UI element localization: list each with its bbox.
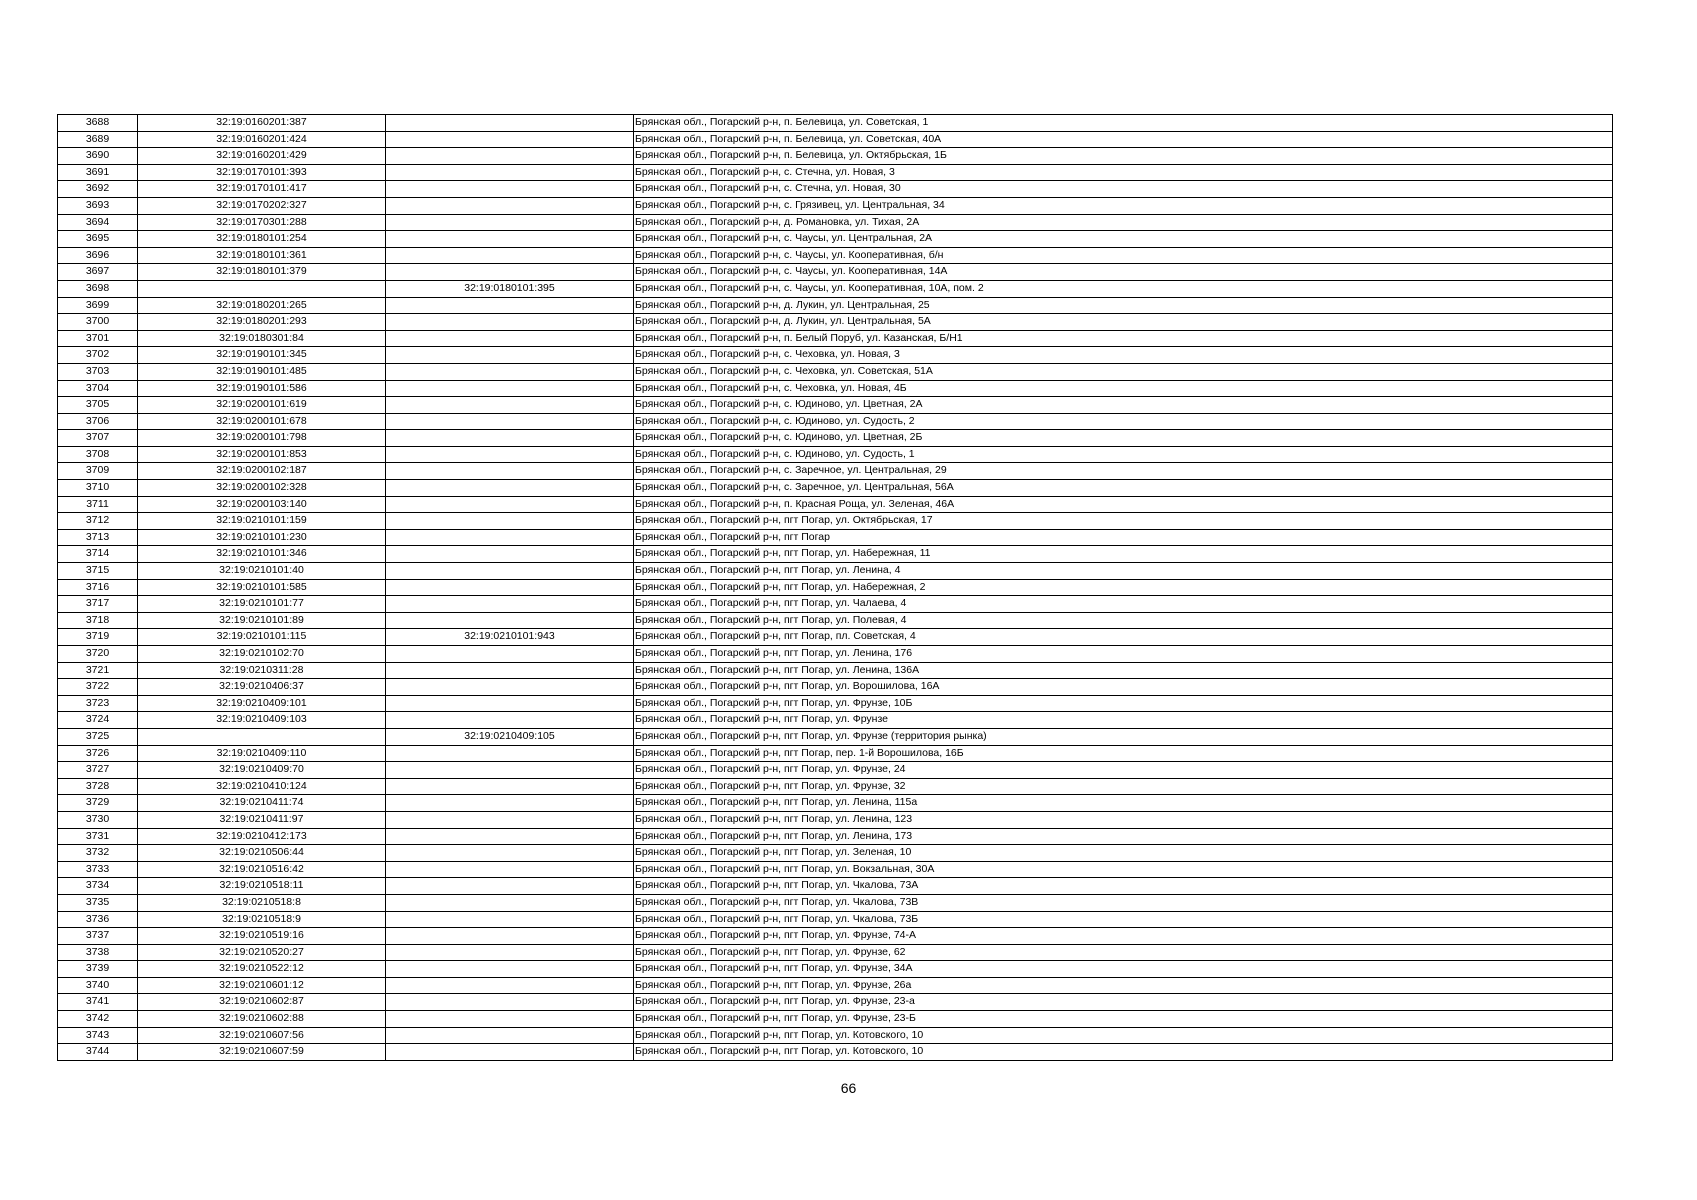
table-row: [58, 795, 1613, 812]
registry-table-body: [58, 115, 1613, 1061]
table-row: [58, 878, 1613, 895]
cadastral-number-cell: 32:19:0210519:16: [138, 928, 386, 945]
row-number-cell: 3742: [58, 1011, 138, 1028]
cadastral-number-cell: 32:19:0210522:12: [138, 961, 386, 978]
table-row: [58, 845, 1613, 862]
cadastral-number-cell: 32:19:0210101:89: [138, 612, 386, 629]
address-cell: Брянская обл., Погарский р-н, пгт Погар, ул. Чкалова, 73Б: [634, 911, 1613, 928]
table-row: [58, 529, 1613, 546]
table-row: [58, 231, 1613, 248]
address-cell: Брянская обл., Погарский р-н, пгт Погар, ул. Ворошилова, 16А: [634, 679, 1613, 696]
row-number-cell: 3721: [58, 662, 138, 679]
cadastral-number-cell: 32:19:0210518:9: [138, 911, 386, 928]
cadastral-number-cell: 32:19:0210409:110: [138, 745, 386, 762]
table-row: [58, 314, 1613, 331]
cadastral-number-cell: 32:19:0210607:56: [138, 1027, 386, 1044]
cadastral-number-cell: 32:19:0210101:77: [138, 596, 386, 613]
address-cell: Брянская обл., Погарский р-н, пгт Погар, ул. Чалаева, 4: [634, 596, 1613, 613]
cadastral-number-cell: 32:19:0210410:124: [138, 778, 386, 795]
related-cadastral-number-cell: [386, 247, 634, 264]
related-cadastral-number-cell: [386, 430, 634, 447]
address-cell: Брянская обл., Погарский р-н, с. Чаусы, ул. Кооперативная, 14А: [634, 264, 1613, 281]
address-cell: Брянская обл., Погарский р-н, п. Красная Роща, ул. Зеленая, 46А: [634, 496, 1613, 513]
cadastral-number-cell: 32:19:0180101:254: [138, 231, 386, 248]
row-number-cell: 3719: [58, 629, 138, 646]
related-cadastral-number-cell: [386, 413, 634, 430]
cadastral-number-cell: 32:19:0200101:853: [138, 446, 386, 463]
related-cadastral-number-cell: [386, 197, 634, 214]
cadastral-number-cell: 32:19:0210607:59: [138, 1044, 386, 1061]
related-cadastral-number-cell: [386, 314, 634, 331]
address-cell: Брянская обл., Погарский р-н, пгт Погар, ул. Полевая, 4: [634, 612, 1613, 629]
related-cadastral-number-cell: [386, 679, 634, 696]
address-cell: Брянская обл., Погарский р-н, пгт Погар, ул. Фрунзе, 32: [634, 778, 1613, 795]
address-cell: Брянская обл., Погарский р-н, с. Чаусы, ул. Центральная, 2А: [634, 231, 1613, 248]
related-cadastral-number-cell: [386, 297, 634, 314]
address-cell: Брянская обл., Погарский р-н, д. Лукин, ул. Центральная, 5А: [634, 314, 1613, 331]
table-row: [58, 762, 1613, 779]
row-number-cell: 3702: [58, 347, 138, 364]
table-row: [58, 629, 1613, 646]
cadastral-number-cell: 32:19:0190101:345: [138, 347, 386, 364]
row-number-cell: 3692: [58, 181, 138, 198]
table-row: [58, 430, 1613, 447]
address-cell: Брянская обл., Погарский р-н, с. Заречное, ул. Центральная, 56А: [634, 480, 1613, 497]
address-cell: Брянская обл., Погарский р-н, с. Чаусы, ул. Кооперативная, 10А, пом. 2: [634, 280, 1613, 297]
related-cadastral-number-cell: [386, 231, 634, 248]
address-cell: Брянская обл., Погарский р-н, пгт Погар, ул. Фрунзе, 24: [634, 762, 1613, 779]
table-row: [58, 115, 1613, 132]
table-row: [58, 347, 1613, 364]
table-row: [58, 164, 1613, 181]
address-cell: Брянская обл., Погарский р-н, п. Белевица, ул. Советская, 1: [634, 115, 1613, 132]
cadastral-number-cell: 32:19:0180201:265: [138, 297, 386, 314]
table-row: [58, 1044, 1613, 1061]
cadastral-number-cell: 32:19:0170202:327: [138, 197, 386, 214]
address-cell: Брянская обл., Погарский р-н, с. Чеховка, ул. Новая, 3: [634, 347, 1613, 364]
table-row: [58, 695, 1613, 712]
row-number-cell: 3693: [58, 197, 138, 214]
table-row: [58, 247, 1613, 264]
table-row: [58, 1011, 1613, 1028]
cadastral-number-cell: 32:19:0160201:424: [138, 131, 386, 148]
row-number-cell: 3716: [58, 579, 138, 596]
related-cadastral-number-cell: [386, 380, 634, 397]
table-row: [58, 280, 1613, 297]
cadastral-number-cell: 32:19:0210102:70: [138, 646, 386, 663]
table-row: [58, 214, 1613, 231]
related-cadastral-number-cell: [386, 944, 634, 961]
related-cadastral-number-cell: [386, 579, 634, 596]
cadastral-number-cell: [138, 280, 386, 297]
related-cadastral-number-cell: [386, 1011, 634, 1028]
row-number-cell: 3691: [58, 164, 138, 181]
related-cadastral-number-cell: [386, 695, 634, 712]
address-cell: Брянская обл., Погарский р-н, пгт Погар, ул. Набережная, 2: [634, 579, 1613, 596]
address-cell: Брянская обл., Погарский р-н, с. Заречное, ул. Центральная, 29: [634, 463, 1613, 480]
related-cadastral-number-cell: [386, 181, 634, 198]
cadastral-number-cell: 32:19:0200102:187: [138, 463, 386, 480]
address-cell: Брянская обл., Погарский р-н, с. Юдиново, ул. Судость, 2: [634, 413, 1613, 430]
table-row: [58, 181, 1613, 198]
cadastral-number-cell: 32:19:0200101:678: [138, 413, 386, 430]
cadastral-number-cell: [138, 728, 386, 745]
address-cell: Брянская обл., Погарский р-н, п. Белевица, ул. Октябрьская, 1Б: [634, 148, 1613, 165]
cadastral-number-cell: 32:19:0210409:70: [138, 762, 386, 779]
cadastral-number-cell: 32:19:0210516:42: [138, 861, 386, 878]
table-row: [58, 380, 1613, 397]
address-cell: Брянская обл., Погарский р-н, с. Юдиново, ул. Судость, 1: [634, 446, 1613, 463]
row-number-cell: 3700: [58, 314, 138, 331]
table-row: [58, 397, 1613, 414]
table-row: [58, 679, 1613, 696]
related-cadastral-number-cell: [386, 961, 634, 978]
cadastral-number-cell: 32:19:0210602:87: [138, 994, 386, 1011]
cadastral-number-cell: 32:19:0210518:8: [138, 894, 386, 911]
related-cadastral-number-cell: [386, 911, 634, 928]
related-cadastral-number-cell: [386, 745, 634, 762]
related-cadastral-number-cell: [386, 662, 634, 679]
address-cell: Брянская обл., Погарский р-н, с. Юдиново, ул. Цветная, 2Б: [634, 430, 1613, 447]
row-number-cell: 3725: [58, 728, 138, 745]
cadastral-number-cell: 32:19:0190101:586: [138, 380, 386, 397]
row-number-cell: 3698: [58, 280, 138, 297]
row-number-cell: 3708: [58, 446, 138, 463]
table-row: [58, 911, 1613, 928]
row-number-cell: 3710: [58, 480, 138, 497]
table-row: [58, 463, 1613, 480]
cadastral-number-cell: 32:19:0210411:97: [138, 811, 386, 828]
related-cadastral-number-cell: [386, 1044, 634, 1061]
address-cell: Брянская обл., Погарский р-н, п. Белый Поруб, ул. Казанская, Б/Н1: [634, 330, 1613, 347]
table-row: [58, 596, 1613, 613]
table-row: [58, 264, 1613, 281]
address-cell: Брянская обл., Погарский р-н, пгт Погар, ул. Фрунзе, 34А: [634, 961, 1613, 978]
table-row: [58, 413, 1613, 430]
table-row: [58, 148, 1613, 165]
address-cell: Брянская обл., Погарский р-н, с. Грязивец, ул. Центральная, 34: [634, 197, 1613, 214]
table-row: [58, 513, 1613, 530]
related-cadastral-number-cell: [386, 363, 634, 380]
table-row: [58, 563, 1613, 580]
row-number-cell: 3690: [58, 148, 138, 165]
related-cadastral-number-cell: [386, 762, 634, 779]
table-row: [58, 745, 1613, 762]
row-number-cell: 3735: [58, 894, 138, 911]
row-number-cell: 3723: [58, 695, 138, 712]
table-row: [58, 546, 1613, 563]
cadastral-number-cell: 32:19:0210101:159: [138, 513, 386, 530]
cadastral-number-cell: 32:19:0180101:361: [138, 247, 386, 264]
address-cell: Брянская обл., Погарский р-н, п. Белевица, ул. Советская, 40А: [634, 131, 1613, 148]
related-cadastral-number-cell: [386, 529, 634, 546]
table-row: [58, 496, 1613, 513]
address-cell: Брянская обл., Погарский р-н, пгт Погар, ул. Чкалова, 73В: [634, 894, 1613, 911]
address-cell: Брянская обл., Погарский р-н, пгт Погар, ул. Ленина, 176: [634, 646, 1613, 663]
cadastral-number-cell: 32:19:0200101:619: [138, 397, 386, 414]
row-number-cell: 3732: [58, 845, 138, 862]
cadastral-number-cell: 32:19:0210412:173: [138, 828, 386, 845]
row-number-cell: 3743: [58, 1027, 138, 1044]
row-number-cell: 3688: [58, 115, 138, 132]
related-cadastral-number-cell: [386, 513, 634, 530]
address-cell: Брянская обл., Погарский р-н, с. Чаусы, ул. Кооперативная, б/н: [634, 247, 1613, 264]
address-cell: Брянская обл., Погарский р-н, с. Юдиново, ул. Цветная, 2А: [634, 397, 1613, 414]
row-number-cell: 3737: [58, 928, 138, 945]
related-cadastral-number-cell: [386, 894, 634, 911]
cadastral-number-cell: 32:19:0210101:230: [138, 529, 386, 546]
table-row: [58, 961, 1613, 978]
row-number-cell: 3741: [58, 994, 138, 1011]
table-row: [58, 811, 1613, 828]
address-cell: Брянская обл., Погарский р-н, пгт Погар, ул. Фрунзе, 10Б: [634, 695, 1613, 712]
row-number-cell: 3704: [58, 380, 138, 397]
cadastral-number-cell: 32:19:0160201:387: [138, 115, 386, 132]
row-number-cell: 3727: [58, 762, 138, 779]
row-number-cell: 3728: [58, 778, 138, 795]
table-row: [58, 662, 1613, 679]
table-row: [58, 778, 1613, 795]
cadastral-number-cell: 32:19:0210101:585: [138, 579, 386, 596]
related-cadastral-number-cell: [386, 977, 634, 994]
address-cell: Брянская обл., Погарский р-н, пгт Погар, ул. Фрунзе, 23-а: [634, 994, 1613, 1011]
address-cell: Брянская обл., Погарский р-н, пгт Погар, ул. Ленина, 123: [634, 811, 1613, 828]
table-row: [58, 197, 1613, 214]
cadastral-number-cell: 32:19:0210101:346: [138, 546, 386, 563]
address-cell: Брянская обл., Погарский р-н, пгт Погар, пл. Советская, 4: [634, 629, 1613, 646]
cadastral-number-cell: 32:19:0210520:27: [138, 944, 386, 961]
row-number-cell: 3699: [58, 297, 138, 314]
table-row: [58, 579, 1613, 596]
cadastral-number-cell: 32:19:0210411:74: [138, 795, 386, 812]
row-number-cell: 3713: [58, 529, 138, 546]
related-cadastral-number-cell: [386, 596, 634, 613]
page-number: 66: [840, 1080, 857, 1096]
related-cadastral-number-cell: 32:19:0210101:943: [386, 629, 634, 646]
row-number-cell: 3731: [58, 828, 138, 845]
address-cell: Брянская обл., Погарский р-н, пгт Погар, ул. Фрунзе, 62: [634, 944, 1613, 961]
address-cell: Брянская обл., Погарский р-н, д. Романовка, ул. Тихая, 2А: [634, 214, 1613, 231]
cadastral-number-cell: 32:19:0180301:84: [138, 330, 386, 347]
row-number-cell: 3729: [58, 795, 138, 812]
row-number-cell: 3740: [58, 977, 138, 994]
row-number-cell: 3738: [58, 944, 138, 961]
related-cadastral-number-cell: [386, 446, 634, 463]
row-number-cell: 3744: [58, 1044, 138, 1061]
related-cadastral-number-cell: [386, 646, 634, 663]
table-row: [58, 363, 1613, 380]
address-cell: Брянская обл., Погарский р-н, пгт Погар, ул. Ленина, 115а: [634, 795, 1613, 812]
row-number-cell: 3715: [58, 563, 138, 580]
table-row: [58, 1027, 1613, 1044]
table-row: [58, 712, 1613, 729]
related-cadastral-number-cell: 32:19:0210409:105: [386, 728, 634, 745]
address-cell: Брянская обл., Погарский р-н, пгт Погар, ул. Чкалова, 73А: [634, 878, 1613, 895]
address-cell: Брянская обл., Погарский р-н, пгт Погар, ул. Фрунзе, 26а: [634, 977, 1613, 994]
address-cell: Брянская обл., Погарский р-н, пгт Погар, ул. Фрунзе, 23-Б: [634, 1011, 1613, 1028]
row-number-cell: 3724: [58, 712, 138, 729]
address-cell: Брянская обл., Погарский р-н, с. Стечна, ул. Новая, 30: [634, 181, 1613, 198]
address-cell: Брянская обл., Погарский р-н, пгт Погар, ул. Набережная, 11: [634, 546, 1613, 563]
related-cadastral-number-cell: [386, 994, 634, 1011]
related-cadastral-number-cell: [386, 496, 634, 513]
related-cadastral-number-cell: [386, 778, 634, 795]
address-cell: Брянская обл., Погарский р-н, пгт Погар, ул. Ленина, 136А: [634, 662, 1613, 679]
row-number-cell: 3696: [58, 247, 138, 264]
row-number-cell: 3689: [58, 131, 138, 148]
related-cadastral-number-cell: [386, 612, 634, 629]
cadastral-number-cell: 32:19:0210311:28: [138, 662, 386, 679]
related-cadastral-number-cell: [386, 878, 634, 895]
cadastral-number-cell: 32:19:0190101:485: [138, 363, 386, 380]
cadastral-number-cell: 32:19:0180201:293: [138, 314, 386, 331]
table-row: [58, 894, 1613, 911]
table-row: [58, 131, 1613, 148]
related-cadastral-number-cell: [386, 1027, 634, 1044]
address-cell: Брянская обл., Погарский р-н, пгт Погар, пер. 1-й Ворошилова, 16Б: [634, 745, 1613, 762]
row-number-cell: 3720: [58, 646, 138, 663]
row-number-cell: 3736: [58, 911, 138, 928]
related-cadastral-number-cell: [386, 563, 634, 580]
row-number-cell: 3697: [58, 264, 138, 281]
table-row: [58, 646, 1613, 663]
row-number-cell: 3734: [58, 878, 138, 895]
address-cell: Брянская обл., Погарский р-н, с. Стечна, ул. Новая, 3: [634, 164, 1613, 181]
address-cell: Брянская обл., Погарский р-н, пгт Погар: [634, 529, 1613, 546]
row-number-cell: 3705: [58, 397, 138, 414]
row-number-cell: 3726: [58, 745, 138, 762]
table-row: [58, 928, 1613, 945]
cadastral-number-cell: 32:19:0210602:88: [138, 1011, 386, 1028]
cadastral-number-cell: 32:19:0160201:429: [138, 148, 386, 165]
table-row: [58, 480, 1613, 497]
cadastral-number-cell: 32:19:0210601:12: [138, 977, 386, 994]
row-number-cell: 3706: [58, 413, 138, 430]
related-cadastral-number-cell: [386, 828, 634, 845]
table-row: [58, 944, 1613, 961]
address-cell: Брянская обл., Погарский р-н, д. Лукин, ул. Центральная, 25: [634, 297, 1613, 314]
address-cell: Брянская обл., Погарский р-н, пгт Погар, ул. Вокзальная, 30А: [634, 861, 1613, 878]
row-number-cell: 3703: [58, 363, 138, 380]
cadastral-number-cell: 32:19:0170301:288: [138, 214, 386, 231]
address-cell: Брянская обл., Погарский р-н, пгт Погар, ул. Фрунзе (территория рынка): [634, 728, 1613, 745]
table-row: [58, 297, 1613, 314]
row-number-cell: 3701: [58, 330, 138, 347]
row-number-cell: 3695: [58, 231, 138, 248]
table-row: [58, 861, 1613, 878]
related-cadastral-number-cell: 32:19:0180101:395: [386, 280, 634, 297]
address-cell: Брянская обл., Погарский р-н, пгт Погар, ул. Ленина, 173: [634, 828, 1613, 845]
related-cadastral-number-cell: [386, 795, 634, 812]
address-cell: Брянская обл., Погарский р-н, пгт Погар, ул. Фрунзе: [634, 712, 1613, 729]
cadastral-number-cell: 32:19:0210506:44: [138, 845, 386, 862]
cadastral-number-cell: 32:19:0180101:379: [138, 264, 386, 281]
row-number-cell: 3733: [58, 861, 138, 878]
table-row: [58, 728, 1613, 745]
address-cell: Брянская обл., Погарский р-н, пгт Погар, ул. Октябрьская, 17: [634, 513, 1613, 530]
cadastral-number-cell: 32:19:0200102:328: [138, 480, 386, 497]
address-cell: Брянская обл., Погарский р-н, пгт Погар, ул. Ленина, 4: [634, 563, 1613, 580]
related-cadastral-number-cell: [386, 546, 634, 563]
related-cadastral-number-cell: [386, 214, 634, 231]
related-cadastral-number-cell: [386, 330, 634, 347]
address-cell: Брянская обл., Погарский р-н, пгт Погар, ул. Зеленая, 10: [634, 845, 1613, 862]
row-number-cell: 3707: [58, 430, 138, 447]
row-number-cell: 3712: [58, 513, 138, 530]
cadastral-number-cell: 32:19:0210101:40: [138, 563, 386, 580]
row-number-cell: 3711: [58, 496, 138, 513]
row-number-cell: 3694: [58, 214, 138, 231]
cadastral-number-cell: 32:19:0170101:417: [138, 181, 386, 198]
cadastral-number-cell: 32:19:0200103:140: [138, 496, 386, 513]
related-cadastral-number-cell: [386, 164, 634, 181]
row-number-cell: 3718: [58, 612, 138, 629]
address-cell: Брянская обл., Погарский р-н, пгт Погар, ул. Котовского, 10: [634, 1027, 1613, 1044]
row-number-cell: 3709: [58, 463, 138, 480]
related-cadastral-number-cell: [386, 845, 634, 862]
cadastral-number-cell: 32:19:0210101:115: [138, 629, 386, 646]
row-number-cell: 3714: [58, 546, 138, 563]
related-cadastral-number-cell: [386, 480, 634, 497]
row-number-cell: 3739: [58, 961, 138, 978]
related-cadastral-number-cell: [386, 115, 634, 132]
address-cell: Брянская обл., Погарский р-н, с. Чеховка, ул. Новая, 4Б: [634, 380, 1613, 397]
related-cadastral-number-cell: [386, 463, 634, 480]
related-cadastral-number-cell: [386, 347, 634, 364]
table-row: [58, 612, 1613, 629]
cadastral-number-cell: 32:19:0210518:11: [138, 878, 386, 895]
cadastral-number-cell: 32:19:0210409:101: [138, 695, 386, 712]
table-row: [58, 446, 1613, 463]
table-row: [58, 828, 1613, 845]
cadastral-number-cell: 32:19:0210406:37: [138, 679, 386, 696]
table-row: [58, 994, 1613, 1011]
row-number-cell: 3730: [58, 811, 138, 828]
registry-table: [57, 114, 1613, 1061]
address-cell: Брянская обл., Погарский р-н, пгт Погар, ул. Фрунзе, 74-А: [634, 928, 1613, 945]
cadastral-number-cell: 32:19:0170101:393: [138, 164, 386, 181]
related-cadastral-number-cell: [386, 397, 634, 414]
address-cell: Брянская обл., Погарский р-н, с. Чеховка, ул. Советская, 51А: [634, 363, 1613, 380]
row-number-cell: 3717: [58, 596, 138, 613]
related-cadastral-number-cell: [386, 148, 634, 165]
table-row: [58, 330, 1613, 347]
related-cadastral-number-cell: [386, 264, 634, 281]
related-cadastral-number-cell: [386, 861, 634, 878]
cadastral-number-cell: 32:19:0210409:103: [138, 712, 386, 729]
row-number-cell: 3722: [58, 679, 138, 696]
address-cell: Брянская обл., Погарский р-н, пгт Погар, ул. Котовского, 10: [634, 1044, 1613, 1061]
related-cadastral-number-cell: [386, 928, 634, 945]
cadastral-number-cell: 32:19:0200101:798: [138, 430, 386, 447]
related-cadastral-number-cell: [386, 712, 634, 729]
related-cadastral-number-cell: [386, 811, 634, 828]
related-cadastral-number-cell: [386, 131, 634, 148]
table-row: [58, 977, 1613, 994]
